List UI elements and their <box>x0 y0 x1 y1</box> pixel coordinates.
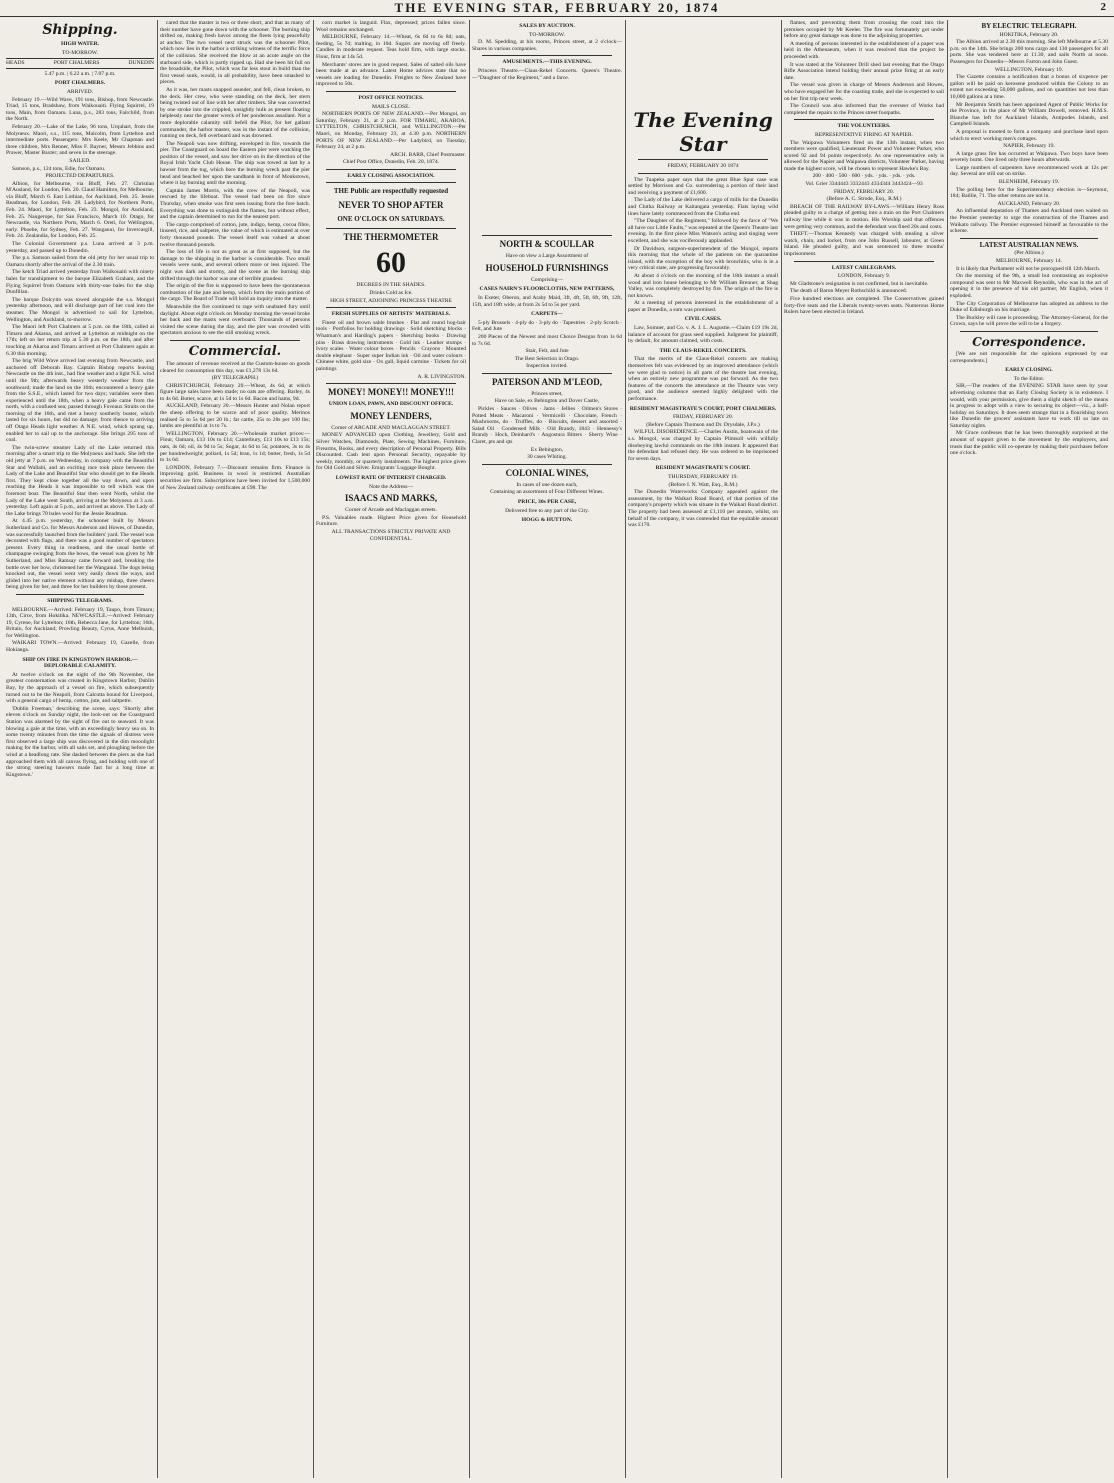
paterson-heading: PATERSON AND M'LEOD, <box>492 376 602 387</box>
north-scoullar: NORTH & SCOULLAR <box>499 239 595 250</box>
early-closing-heading: EARLY CLOSING ASSOCIATION. <box>347 172 435 179</box>
princes-street: Princes street, <box>531 390 563 397</box>
dateline: MELBOURNE, February 14. <box>995 258 1063 264</box>
divider <box>326 169 456 170</box>
paragraph: A proposal is mooted to form a company and purchase land upon which to erect working men's cottages. <box>950 128 1108 142</box>
column-rule <box>469 20 470 1478</box>
column-telegraph <box>950 20 1108 1478</box>
paragraph: Captain James Morris, with the crew of the Neapoli, was rescued by the lifeboat. The vessel had been on fire since Thursday, when smoke was first seen issuing from the fore hatch. Everything was done to extinguish the flames, but without effect, and the captain determined to run for the nearest port. <box>160 187 310 221</box>
money-lenders: MONEY LENDERS, <box>350 410 432 421</box>
carpet-note: 200 Pieces of the Newest and most Choice Designs from 1s 6d to 7s 6d. <box>472 333 622 347</box>
paragraph: It is likely that Parliament will not be prorogued till 12th March. <box>956 265 1101 272</box>
correspondence-heading: Correspondence. <box>972 334 1086 349</box>
sales-heading: SALES BY AUCTION. <box>519 23 575 29</box>
dateline: AUCKLAND, February 20. <box>997 200 1061 207</box>
paragraph: THEFT.—Thomas Kennedy was charged with stealing a silver watch, chain, and locket, from one John Russell, labourer, at Green Island. He pleaded guilty, and was sentenced to three months' imprisonment. <box>784 231 944 257</box>
paragraph: Dr Davidson, surgeon-superintendent of the Mongol, reports this morning that the whole of the patients on the quarantine island, with the exception of the boy with bronchitis, who is in a very critical state, are progressing favourably. <box>628 245 778 272</box>
score-header: 200 · 400 · 500 · 600 · yds. · yds. · yds. · yds. <box>812 173 916 180</box>
paragraph: Mr Gladstone's resignation is not confirmed, but is inevitable. <box>790 280 929 287</box>
tide-table <box>6 58 154 69</box>
containing: Containing an assortment of Four Different Wines. <box>490 489 604 496</box>
per-albion: (Per Albion.) <box>1014 250 1044 257</box>
divider <box>326 307 456 308</box>
hogg-hutton: HOGG & HUTTON. <box>521 517 573 524</box>
court-date: FRIDAY, FEBRUARY 20. <box>833 188 895 195</box>
paragraph: Mr Benjamin Smith has been appointed Agent of Public Works for the Province, in the place of Mr William Dowell, removed. H.M.S. Blanche has left for Auckland Islands, Antipodes Islands, and Campbell Islands. <box>950 101 1108 128</box>
divider <box>794 119 934 120</box>
column-fire-commercial <box>160 20 310 1478</box>
dateline: HOKITIKA, February 20. <box>999 31 1059 38</box>
arcade-address: Corner of ARCADE AND MACLAGGAN STREET. <box>331 424 451 431</box>
paragraph: The Gazette contains a notification that a bonus of sixpence per gallon will be paid on kerosene produced within the Colony to an extent not exceeding 50,000 gallons, and on quantities not less than 10,000 gallons at a time. <box>950 74 1108 100</box>
telegrams-heading: SHIPPING TELEGRAMS. <box>47 597 113 604</box>
paragraph: The Buckley will case is proceeding. The Attorney-General, for the Crown, says he will prove the will to be a forgery. <box>950 314 1108 328</box>
drinks-line: Drinks Cold as Ice. <box>369 290 413 297</box>
union-loan: UNION LOAN, PAWN, AND DISCOUNT OFFICE. <box>328 401 454 408</box>
paragraph: WILFUL DISOBEDIENCE.—Charles Austin, boatswain of the s.s. Mongol, was charged by Captain Plimsoll with wilfully disobeying lawful commands on the 18th instant. It appeared that the defendant had refused duty. He was ordered to be imprisoned for seven days. <box>628 429 778 462</box>
stair-line: Stair, Felt, and Jute <box>525 348 569 355</box>
paragraph: The origin of the fire is supposed to have been the spontaneous combustion of the jute and hemp, which form the main portion of the cargo. The Board of Trade will hold an inquiry into the matter. <box>160 283 310 303</box>
paper-title: The Evening Star <box>633 108 773 156</box>
isaacs-marks: ISAACS AND MARKS, <box>344 493 438 504</box>
arrived-heading: ARRIVED. <box>66 88 94 95</box>
projected-heading: PROJECTED DEPARTURES. <box>45 173 115 180</box>
paragraph: February 19.—Wild Wave, 191 tons, Bishop, from Newcastle. Triad, 15 tons, Bradshaw, from Waikouaiti. Flying Squirrel, 19 tons, Main, from Oamaru. Luna, p.s., 283 tons, Fairchild, from the North. <box>6 96 154 123</box>
paragraph: [We are not responsible for the opinions expressed by our correspondents.] <box>950 350 1108 364</box>
cases-wine: In cases of one dozen each, <box>516 481 578 488</box>
goods-list: Pickles · Sauces · Olives · Jams · Jellies · Oilmen's Stores · Potted Meats · Macaroni · Vermicelli · Chocolate, French · Mushrooms, do · Truffles, do · Biscuits, dessert and assorted · Salad Oil · Condensed Milk · Old Brandy, 1843 · Hennessy's Brandy · Hock, Deinhard's · Angostura Bitters · Sherry Wine · Claret, pts and qts <box>472 406 622 446</box>
paragraph: At about 4 o'clock on the morning of the 18th instant a small wood and iron house belonging to Mr William Brenner, at Shag Valley, was completely destroyed by fire. The origin of the fire is not known. <box>628 272 778 299</box>
cable-dateline: LONDON, February 9. <box>837 273 891 280</box>
spacer <box>628 20 778 106</box>
amusements-heading: AMUSEMENTS.—THIS EVENING. <box>502 59 592 66</box>
divider <box>482 55 612 56</box>
paragraph: CHRISTCHURCH, February 20.—Wheat, 4s 6d, at which figure large sales have been made; no oats are offering. Barley, 4s to 4s 6d. Butter, scarce, at 1s 5d to 1s 6d. Bacon and hams, 9d. <box>160 382 310 402</box>
tomorrow-label: TO-MORROW. <box>62 49 98 56</box>
column-shipping <box>6 20 154 1478</box>
inspection: Inspection invited. <box>526 363 568 370</box>
postmaster: ARCH. BARR, Chief Postmaster. <box>390 151 466 158</box>
by-telegraph: (BY TELEGRAPH.) <box>211 375 259 382</box>
column-rule <box>625 20 626 1478</box>
tide-heads: HEADS <box>6 60 25 67</box>
mails-close: MAILS CLOSE. <box>372 103 410 110</box>
paragraph: The amount of revenue received at the Custom-house on goods cleared for consumption this day, was £1,278 13s 6d. <box>160 360 310 374</box>
masthead <box>0 0 1114 17</box>
best-selection: The Best Selection in Otago. <box>514 355 580 362</box>
paragraph: MELBOURNE.—Arrived: February 19, Taupo, from Timaru; 13th, Circe, from Hokitika. NEWCASTLE.—Arrived: February 19, Cyrene, for Lyttelton; 16th, Rebecca Jane, for Lyttelton; 16th, Britain, for Auckland; Prowling Beauty, Cyrus, Anne Melhuish, for Wellington. <box>6 606 154 639</box>
corner-address: Corner of Arcade and Maclaggan streets. <box>345 507 437 514</box>
divider <box>960 331 1098 332</box>
street-line: HIGH STREET, ADJOINING PRINCESS THEATRE <box>330 297 452 304</box>
household-heading: HOUSEHOLD FURNISHINGS <box>485 262 609 273</box>
delivered: Delivered free to any part of the City. <box>505 507 589 514</box>
shipping-heading: Shipping. <box>42 22 118 38</box>
paragraph: The death of Baron Meyer Rothschild is announced. <box>790 288 908 295</box>
paragraph: At a meeting of persons interested in the establishment of a paper at Dunedin, a sum was promised. <box>628 300 778 313</box>
paragraph: Law, Somner, and Co. v. A. J. L. Augustie.—Claim £19 19s 2d, balance of account for grass seed supplied. Judgment for plaintiff, by default, for amount claimed, with costs. <box>628 325 778 345</box>
tomorrow-label: TO-MORROW. <box>529 31 565 38</box>
lowest-rate: LOWEST RATE OF INTEREST CHARGED. <box>335 474 447 481</box>
thermometer-sub: DEGREES IN THE SHADES. <box>356 282 426 289</box>
paragraph: At 4.45 p.m. yesterday, the schooner built by Messrs Sutherland and Co. for Messrs Anderson and Howes, of Dunedin, was successfully launched from the builders' yard. The vessel was decorated with flags, and there was a good number of spectators present. Every thing in readiness, and the usual bottle of champagne swinging from the bows, the vessel was given by Mr Sutherland, and Miss Ramsay came forward and, breaking the bottle over her bow, christened her the Wanganui. The dogs being knocked out, the vessel went very easily down the ways, and glided into her native element without any mishap, three cheers being given for her, and three for her builders by those present. <box>6 518 154 591</box>
paragraph: corn market is languid. Flax, depressed; prices fallen since. Wool remains unchanged. <box>316 20 466 33</box>
divider <box>16 594 144 595</box>
tide-dunedin: DUNEDIN <box>128 60 154 67</box>
spacer <box>472 82 622 232</box>
paragraph: The Albion arrived at 2.30 this morning. She left Melbourne at 5.30 p.m. on the 14th. She brings 200 tons cargo and 130 passengers for all ports. She was tendered here at 11.30, and sails North at noon. Passengers for Dunedin—Messrs Farron and John Guest. <box>950 39 1108 65</box>
fire-heading: SHIP ON FIRE IN KINGSTOWN HARBOR.—DEPLORABLE CALAMITY. <box>22 656 138 670</box>
paragraph: The brig Wild Wave arrived last evening from Newcastle, and anchored off Deborah Bay. Captain Bishop reports leaving Newcastle on the 4th inst., had fine weather and a light N.E. wind until the 9th; afterwards heavy westerly weather from the southward; made the land on the 16th; encountered a heavy gale from the S.S.E., which lasted for two days; variables were then experienced until the 18th, when a heavy gale came from the north, with a confused sea; passed through Foveaux Straits on the morning of the 16th, and met a heavy southerly buster, which lasted for six hours, but did no damage; from thence to arriving off Otago Heads light weather. A N.E. wind, which sprang up, enabled her to sail up to the anchorage. She brings 295 tons of coal. <box>6 358 154 444</box>
paragraph: cared that the master is two or three short, and that as many of their number have gone down with the schooner. The burning ship drifted on, making fresh havoc among the fleets lying peacefully at anchor. The two vessel next struck was the schooner Pilot, which now lies in the harbor a striking witness of the terrific force of the collision. She received the blow at an acute angle on the starboard side, which is partly ripped up. Had she been hit full on the broadside, the Pilot, which was far less stout in build than the first vessel sunk, would, in all probability, have been smashed to pieces. <box>160 20 310 86</box>
to-editor: To the Editor. <box>1013 375 1045 382</box>
post-date: Chief Post Office, Dunedin, Feb. 20, 1874. <box>342 159 440 166</box>
paragraph: D. M. Spedding, at his rooms, Princes street, at 2 o'clock—Shares in various companies. <box>472 39 622 52</box>
paragraph: 'Dublin Freeman,' describing the scene, says: 'Shortly after eleven o'clock on Sunday night, the look-out on the Coastguard Station was alarmed by the sight of fire out to seaward. It was blowing a gale at the time, with an exceedingly heavy sea on. In some twenty minutes from the time the signals of distress were first observed a large ship was discovered in the dim moonlight making for the harbor, with all sails set, and ploughing before the wind at a headlong rate. She dashed between the piers as she had approached them with all canvas flying, and holding with one of the strong steering hawsers made fast for a long time at Kingstown.' <box>6 705 154 778</box>
early-closing-line: NEVER TO SHOP AFTER <box>338 200 444 211</box>
column-notices-ads <box>316 20 466 1478</box>
divider <box>638 173 768 174</box>
divider <box>482 235 612 236</box>
divider <box>326 228 456 229</box>
paragraph: In Exeter, Oberon, and Araby Maid, 3ft, 4ft, 5ft, 6ft, 9ft, 12ft, 15ft, and 18ft wide, at from 2s 5d to 5s per yard. <box>472 294 622 308</box>
paragraph: Mr Grace confesses that he has been thoroughly surprised at the amount of support given to the movement by the employers, and trusts that the public will co-operate by making their purchases before one o'clock. <box>950 430 1108 457</box>
paragraph: Albion, for Melbourne, via Bluff, Feb. 27. Christian M'Ausland, for London, Feb. 20. Claud Hamilton, for Melbourne, via Bluff, March 6. East Lothian, for Auckland, Feb. 25. Jessie Readman, for London, Feb. 28. Ladybird, for Northern Ports, Feb. 24. Maori, for Lyttelton, Feb. 23. Mongol, for Auckland, Feb. 25. Naugerope, for San Francisco, March 10. Otago, for Newcastle, via Northern Ports, March 6. Oreti, for Wellington, early. Phoebe, for Sydney, Feb. 27. Wanganui, for Invercargill, Feb. 24. Zealandia, for London, Feb. 25. <box>6 180 154 240</box>
comprising: Comprising— <box>530 276 563 283</box>
paragraph: The Waipawa Volunteers fired on the 13th instant, when two members were qualified, Lieutenant Power and Volunteer Parker, who scored 92 and 94 points respectively. As one representative only is allowed for the Napier and Waipawa districts, Volunteer Parker, having made the highest score, will be chosen to represent Hawke's Bay. <box>784 139 944 172</box>
paragraph: The Tuapeka paper says that the great Blue Spur case was settled by Morrison and Co. surrendering a portion of their land and receiving a payment of £1,600. <box>628 176 778 196</box>
thermometer-value: 60 <box>376 246 406 280</box>
australian-heading: LATEST AUSTRALIAN NEWS. <box>979 240 1079 249</box>
ex-bebington: Ex Bebington, <box>530 446 564 453</box>
paragraph: A large grass fire has occurred at Waipawa. Two boys have been severely burnt. One lived only three hours afterwards. <box>950 150 1108 164</box>
early-closing-letter-heading: EARLY CLOSING. <box>1005 367 1053 374</box>
paragraph: The Neapoli was now drifting, enveloped in fire, towards the pier. The Coastguard on board the Eastern pier were watching the position of the vessel, and saw her drive on in the direction of the Royal Irish Yacht Club House. The ship was towed at last by a hawser from the tug, which bore the burning wreck past the pier head and beached her upon the sandbank in front of Monkstown, where it lay burning until the morning. <box>160 140 310 187</box>
tide-times: 5.47 p.m. | 6.22 a.m. | 7.07 p.m. <box>44 70 116 77</box>
paragraph: The polling here for the Superintendency election is—Seymour, 184; Baillie, 71. The other returns are not in. <box>950 186 1108 200</box>
paragraph: A meeting of persons interested in the establishment of a paper was held in the Athenaeum, when it was resolved that the project be proceeded with. <box>784 40 944 60</box>
paragraph: AUCKLAND, February 20.—Messrs Hunter and Nolan report the sheep offering to be scarce and of poor quality. Merinos realised 5s to 5s 6d per 20 lb.; fat cattle, 25s to 28s per 100 lbs; lambs are plentiful at 1s to 7s. <box>160 403 310 430</box>
paragraph: NORTHERN PORTS OF NEW ZEALAND.—Per Mongol, on Saturday, February 21, at 2 p.m. FOR TIMARU, AKAROA, LYTTELTON, CHRISTCHURCH, and WELLINGTON.—Per Maori, on Monday, February 23, at 4.30 p.m. NORTHERN PORTS OF NEW ZEALAND.—Per Ladybird, on Tuesday, February 24, at 2 p.m. <box>316 111 466 151</box>
paragraph: The Colonial Government p.s. Luna arrived at 3 p.m. yesterday, and passed up to Dunedin. <box>6 241 154 254</box>
electric-heading: BY ELECTRIC TELEGRAPH. <box>981 22 1077 30</box>
column-editorial <box>628 20 778 1478</box>
divider <box>638 159 768 160</box>
paragraph: It was stated at the Volunteer Drill shed last evening that the Otago Rifle Association intend holding their annual prize firing at an early date. <box>784 61 944 81</box>
paragraph: LONDON, February 7.—Discount remains firm. Finance is improving gold. Business in wool is restricted. Australian securities are firm. Subscriptions have been invited for 1,500,000 of New Zealand railway certificates at £98. The <box>160 464 310 491</box>
paragraph: The vessel was given in charge of Messrs Anderson and Howes, who have engaged her for the coasting trade, and she is expected to sail on her first trip next week. <box>784 82 944 102</box>
score-row: Vol. Grier 3344443 3332443 4334344 3443424—93 <box>805 181 923 188</box>
paragraph: flames, and preventing them from crossing the road into the premises occupied by Mr Keeler. The fire was fortunately got under before any great damage was done to the adjoining properties. <box>784 20 944 40</box>
claus-heading: THE CLAUS-REKEL CONCERTS. <box>659 347 747 354</box>
divider <box>326 182 456 183</box>
paragraph: That the merits of the Claus-Rekel concerts are making themselves felt was evidenced by an improved attendance (which we were glad to notice) in all parts of the theatre last evening, when an entirely new programme was put forward. As the two features of the concerts the attendance at the Theatre was very good, and the audience seemed highly delighted with the performance. <box>628 356 778 402</box>
have-on-sale: Have on Sale, ex Bebington and Dover Castle, <box>494 398 600 405</box>
dateline: NAPIER, February 19. <box>1003 143 1055 150</box>
paragraph: Large numbers of carpenters have recommenced work at 12s per day. Several are still out on strike. <box>950 164 1108 178</box>
paragraph: Meanwhile the fire continued to rage with unabated fury until daylight. About eight o'clock on Monday morning the vessel broke her back and the masts went overboard. Thousands of persons visited the scene during the day, and the pier was crowded with spectators anxious to see the still smoking wreck. <box>160 303 310 337</box>
dateline: WELLINGTON, February 19. <box>994 66 1064 73</box>
court-heading: RESIDENT MAGISTRATE'S COURT, PORT CHALMERS. <box>629 405 777 412</box>
carpets-heading: CARPETS— <box>531 311 563 318</box>
date-line: FRIDAY, FEBRUARY 20 1874 <box>667 163 739 169</box>
column-news <box>784 20 944 1478</box>
divider <box>326 383 456 384</box>
floorcloths: CASES NAIRN'S FLOORCLOTHS, NEW PATTERNS, <box>479 286 615 293</box>
sailed-heading: SAILED. <box>69 157 91 164</box>
materials-list: Finest oil and brown sable brushes · Flat and round hog-hair tools · Portfolios for holding drawings · Solid sketching blocks · Whatman's and Harding's papers · Sketching books · Drawing pins · Brass drawing instruments · Gold ink · Leather stumps · Ivory scales · Water colour boxes · Pencils · Crayons · Mounted double elephant · Super super Indian ink · Oil and water colours · Chinese white, gold size · Ox gall, liquid carmine · Tickets for oil paintings <box>316 319 466 372</box>
cablegrams-heading: LATEST CABLEGRAMS. <box>831 264 897 271</box>
paragraph: The Maori left Port Chalmers at 5 p.m. on the 18th, called at Timaru and Akaroa, and arrived at Lyttelton at midnight on the 17th; left on her return trip at 5.30 p.m. on the 18th, and after touching at Akaroa and Timaru arrived at Port Chalmers again at 6.30 this morning. <box>6 324 154 357</box>
divider <box>794 261 934 262</box>
livingston: A. R. LIVINGSTON. <box>417 373 466 380</box>
paragraph: The twin-screw steamer Lady of the Lake returned this morning after a smart trip to the Molyneux and back. She left the old jetty at 7 p.m. on Wednesday, in company with the Beautiful Star and Wallabi, and an exciting race took place between the Lady of the Lake and Beautiful Star who should get to the Heads first. They kept close together all the way down, and upon reaching the Heads it was impossible to tell which was the foremost boat. The Beautiful Star then went North, whilst the Lady of the Lake went South, arriving at the Molyneux at 3 a.m. yesterday. Left again at 5 p.m., and arrived as above. The Lady of the Lake brings 70 bales wool for the Jessie Readman. <box>6 444 154 517</box>
paragraph: WAIKARI TOWN.—Arrived: February 19, Gazelle, from Hokianga. <box>6 640 154 654</box>
paragraph: SIR,—The readers of the EVENING STAR have seen by your advertising columns that an Early Closing Society is in existence. I would, with your permission, give them a slight sketch of the means in progress to adopt with a view to securing its object—viz., a half-holiday on Saturdays. It does seem strange that in a flourishing town like Dunedin the grocers' assistants have to work till so late on Saturday nights. <box>950 383 1108 429</box>
paragraph: Merchants' stores are in good request. Sales of salted oils have been made at an advance. Latest Home advices state that no vessels are loading for Dunedin. Freights to New Zealand have improved to 50s. <box>316 61 466 88</box>
paragraph: The cargo comprised of cotton, jute, indigo, hemp, cocoa fibre, linseed, rice, and saltpetre, the value of which is estimated at over forty thousand pounds. The vessel itself was valued at about twelve thousand pounds. <box>160 221 310 248</box>
price: PRICE, 30s PER CASE, <box>517 499 577 505</box>
paragraph: "The Daughter of the Regiment," followed by the farce of "We all have our Little Faults," was repeated at the Queen's Theatre last evening. In the first piece Miss Watson's acting and singing were excellent, and she was vociferously applauded. <box>628 218 778 244</box>
court-before: (Before Captain Thomson and Dr. Drysdale, J.P.s.) <box>646 421 760 428</box>
confidential: ALL TRANSACTIONS STRICTLY PRIVATE AND CONFIDENTIAL. <box>331 528 451 542</box>
paragraph: P.S. Valuables made. Highest Price given for Household Furniture. <box>316 514 466 528</box>
paragraph: The Dunedin Waterworks Company appealed against the assessment, by the Waikari Road Board, of that portion of the company's property which was situate in the Waikari Road district. The property had been assessed at £1,110 per annum, whilst, on behalf of the company, it was contended that the equitable amount was £170. <box>628 489 778 529</box>
volunteers-sub: REPRESENTATIVE FIRING AT NAPIER. <box>815 131 913 138</box>
tide-port: PORT CHALMERS <box>53 60 100 67</box>
court-heading: RESIDENT MAGISTRATE'S COURT. <box>655 465 751 472</box>
paragraph: MELBOURNE, February 14.—Wheat, 6s 6d to 6s 8d; oats, feeding, 5s 7d; malting, in 10d. Sugars are moving off freely. Candles in moderate request. Teas hold firm, with large stocks. Flour, firm at 14s 5d. <box>316 34 466 60</box>
colonial-wines: COLONIAL WINES, <box>505 467 589 478</box>
court-date: FRIDAY, FEBRUARY 20. <box>672 414 734 421</box>
high-water-heading: HIGH WATER. <box>60 41 100 47</box>
paragraph: An influential deputation of Thames and Auckland men waited on the Premier yesterday to urge the construction of the Thames and Waikato railway. The Premier expressed himself as favourable to the scheme. <box>950 208 1108 235</box>
divider <box>482 373 612 374</box>
column-rule <box>157 20 158 1478</box>
divider <box>170 340 300 341</box>
paragraph: The loss of life is not as great as at first supposed, but the damage to the shipping in the harbor is considerable. Two small vessels were sunk, and several others more or less injured. The night was dark and stormy, and the scene as the burning ship drifted through the harbor was one of terrible grandeur. <box>160 249 310 282</box>
post-office-heading: POST OFFICE NOTICES. <box>358 94 424 101</box>
paragraph: The Lady of the Lake delivered a cargo of mills for the Dunedin and Clutha Railway at Kaitangata yesterday. Flats laying wild lines have lately commenced from the Clutha end. <box>628 197 778 217</box>
money-heading: MONEY! MONEY!! MONEY!!! <box>328 387 454 398</box>
column-rule <box>313 20 314 1478</box>
volunteers-heading: THE VOLUNTEERS. <box>837 123 891 130</box>
paragraph: At twelve o'clock on the night of the 9th November, the greatest consternation was created in Kingstown Harbor, Dublin Bay, by the approach of a vessel on fire, which subsequently turned out to be the Neapoli, from Calcutta bound for Liverpool, with a general cargo of hemp, cotton, jute, and saltpetre. <box>6 671 154 705</box>
carpet-list: 5-ply Brussels · 4-ply do · 3-ply do · Tapestries · 2-ply Scotch · Felt, and Jute <box>472 319 622 333</box>
paragraph: WELLINGTON, February 20.—Wholesale market prices:—Flour, Oamaru, £13 10s to £14; Canterbury, £13 10s to £13 15s; oats, 4s 6d; oil, 4s 9d to 5s; Sugar, 4s 6d to 5s; potatoes, 3s to 4s per hundredweight; pollard, 1s 5d; bran, 1s 1d; butter, fresh, 1s 5d to 1s 6d. <box>160 430 310 464</box>
thermometer-heading: THE THERMOMETER <box>343 232 439 243</box>
court-before: (Before I. N. Watt, Esq., R.M.) <box>668 481 738 488</box>
paragraph: The Council was also informed that the overseer of Works had completed the repairs to the Princes street footpaths. <box>784 103 944 116</box>
civil-heading: CIVIL CASES. <box>684 316 722 323</box>
dateline: BLENHEIM, February 19. <box>998 179 1060 186</box>
masthead-title: THE EVENING STAR, FEBRUARY 20, 1874 <box>394 0 720 15</box>
paragraph: Princess Theatre.—Claus-Rekel Concerts. Queen's Theatre.—"Daughter of the Regiment," and a farce. <box>472 67 622 81</box>
paragraph: The ketch Triad arrived yesterday from Waikouaiti with ninety bales for transhipment to the barque Elizabeth Graham, and the Flying Squirrel from Oamaru with thirty-one bales for the ship Dunfillan. <box>6 269 154 296</box>
divider <box>960 238 1098 239</box>
paragraph: MONEY ADVANCED upon Clothing, Jewellery, Gold and Silver Watches, Diamonds, Plate, Sewing Machines, Furniture, Firearms, Books, and every description of Personal Property. Bills Discounted. Cash lent upon Personal Security, repayable by weekly, monthly, or quarterly instalments. The highest price given for Old Gold and Silver. Emigrants' Luggage Bought. <box>316 432 466 472</box>
divider <box>326 91 456 92</box>
early-closing-line: THE Public are respectfully requested <box>333 187 449 196</box>
commercial-heading: Commercial. <box>188 343 282 359</box>
note-address: Note the Address— <box>368 483 414 490</box>
whiting: 30 cases Whiting. <box>527 454 567 461</box>
column-rule <box>947 20 948 1478</box>
column-auction-ads <box>472 20 622 1478</box>
paragraph: On the morning of the 9th, a small but contrasting an explosive compound was sent to Mr Maxwell Reynolds, who was in the act of opening it in the presence of his old partner, Mr English, when it exploded. <box>950 273 1108 299</box>
early-closing-line: ONE O'CLOCK ON SATURDAYS. <box>337 215 445 224</box>
court-before: (Before A. C. Strode, Esq., R.M.) <box>826 196 902 203</box>
paragraph: Five hundred elections are completed. The Conservatives gained forty-five seats and the Liberals twenty-seven seats. Numerous Home Rulers have been elected in Ireland. <box>784 295 944 316</box>
paragraph: The City Corporation of Melbourne has adopted an address to the Duke of Edinburgh on his marriage. <box>950 300 1108 314</box>
port-heading: PORT CHALMERS. <box>54 80 106 87</box>
have-on-view: Have on view a Large Assortment of <box>505 253 589 260</box>
paragraph: February 20.—Lake of the Lake, 96 tons, Urquhart, from the Molyneux. Maori, s.s., 115 tons, Malcolm, from Lyttelton and intermediate ports. Passengers: Mrs Keele, Mr Chapman and three children, Mrs Renner, Miss F. Bayner, Messrs Jebbins and Prawer, Master Baxter; and seven in the steerage. <box>6 123 154 157</box>
artists-heading: FRESH SUPPLIES OF ARTISTS' MATERIALS. <box>331 311 451 318</box>
page-number: 2 <box>1100 1 1106 13</box>
paragraph: The barque Dolcyito was towed alongside the s.s. Mongol yesterday afternoon, and will discharge part of her coal into the steamer. The Mongol is advertised to sail for Lyttelton, Wellington, and Auckland, to-morrow. <box>6 296 154 323</box>
paragraph: The p.s. Samson sailed from the old jetty for her usual trip to Oamaru shortly after the arrival of the 2.30 train. <box>6 255 154 268</box>
paragraph: BREACH OF THE RAILWAY BY-LAWS.—William Henry Ross pleaded guilty to a charge of getting into a train on the Port Chalmers railway line while it was in motion. His Worship said that offences were getting very common, and the defendant was fined 20s and costs. <box>784 203 944 230</box>
paragraph: As it was, her masts snapped asunder, and fell, clean broken, to the deck. Her crew, who were standing on the deck, her stern being twisted out of line with her after timbers. She was converted by one stroke into the crippled, unsightly hulk as present floating helplessly near the greater wreck of her ponderous assailant. Not a more deplorable calamity still befell the Pilot, for her gallant commander, the harbor master, was in the instant of the collision, running on deck, fell overboard and was drowned. <box>160 86 310 140</box>
column-rule <box>781 20 782 1478</box>
divider <box>482 464 612 465</box>
paragraph: Samson, p.s., 124 tons, Edie, for Oamaru. <box>12 165 106 172</box>
court-date: THURSDAY, FEBRUARY 19. <box>668 473 738 480</box>
